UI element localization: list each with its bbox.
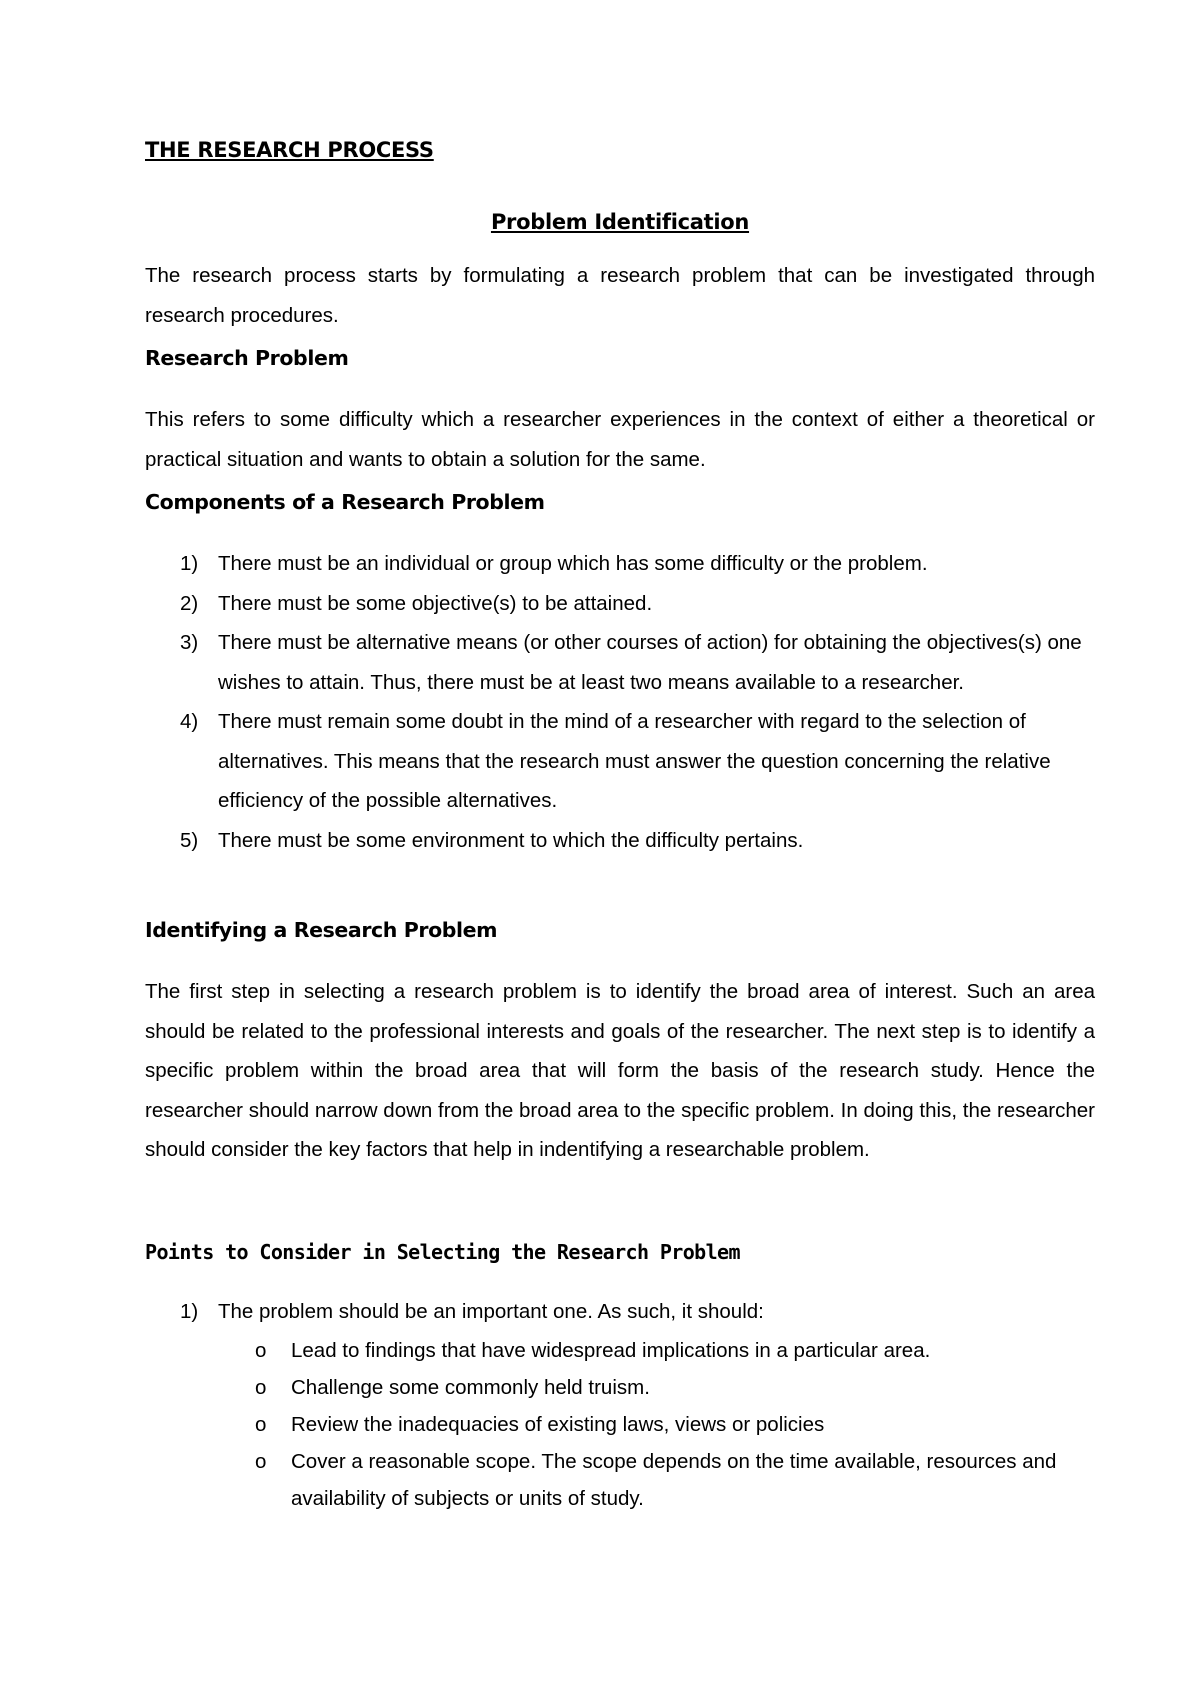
sub-list-item: o Cover a reasonable scope. The scope depends on the time available, resources and availability of subjects or units of study. [255, 1449, 1057, 1510]
components-heading-block [145, 490, 1095, 514]
identifying-heading-block [145, 918, 1095, 942]
intro-block [145, 256, 1095, 335]
sub-list-item: o Lead to findings that have widespread implications in a particular area. [255, 1338, 931, 1362]
identifying-text-block [145, 972, 1095, 1170]
research-problem-text-block [145, 400, 1095, 479]
research-problem-paragraph: This refers to some difficulty which a researcher experiences in the context of either a theoretical or practical situation and wants to obtain a solution for the same. [145, 408, 1095, 471]
points-sublist [145, 1332, 1095, 1517]
points-heading-block [145, 1240, 1095, 1264]
list-item: 1) There must be an individual or group which has some difficulty or the problem. [180, 552, 928, 575]
intro-paragraph: The research process starts by formulating a research problem that can be investigated through research procedures. [145, 264, 1095, 327]
research-problem-block [145, 346, 1095, 370]
section-title: Problem Identification [490, 210, 750, 234]
list-item: 4) There must remain some doubt in the mind of a researcher with regard to the selection of alternatives. This means that the research must answer the question concerning the relative efficiency of the possible alternatives. [180, 710, 1051, 812]
document-title: THE RESEARCH PROCESS [145, 138, 434, 162]
components-list-block [145, 544, 1095, 860]
points-list [145, 1292, 1095, 1332]
sub-list-item: o Review the inadequacies of existing laws, views or policies [255, 1412, 825, 1436]
identifying-paragraph: The first step in selecting a research problem is to identify the broad area of interest. Such an area should be related to the professional interests and goals of the researcher. The next step is to identify a specific problem within the broad area that will form the basis of the research study. Hence the researcher should narrow down from the broad area to the specific problem. In doing this, the researcher should consider the key factors that help in indentifying a researchable problem. [145, 980, 1095, 1161]
list-item: 3) There must be alternative means (or other courses of action) for obtaining the objectives(s) one wishes to attain. Thus, there must be at least two means available to a researcher. [180, 631, 1082, 694]
list-item: 2) There must be some objective(s) to be attained. [180, 591, 653, 615]
identifying-heading: Identifying a Research Problem [145, 918, 498, 942]
components-list [145, 544, 1095, 860]
list-item: 1) The problem should be an important one. As such, it should: [180, 1300, 764, 1323]
points-list-block [145, 1292, 1095, 1517]
research-problem-heading: Research Problem [145, 346, 349, 370]
components-heading: Components of a Research Problem [145, 490, 545, 514]
list-item: 5) There must be some environment to which the difficulty pertains. [180, 828, 804, 852]
sub-list-item: o Challenge some commonly held truism. [255, 1375, 650, 1399]
points-heading: Points to Consider in Selecting the Research Problem [145, 1240, 740, 1264]
